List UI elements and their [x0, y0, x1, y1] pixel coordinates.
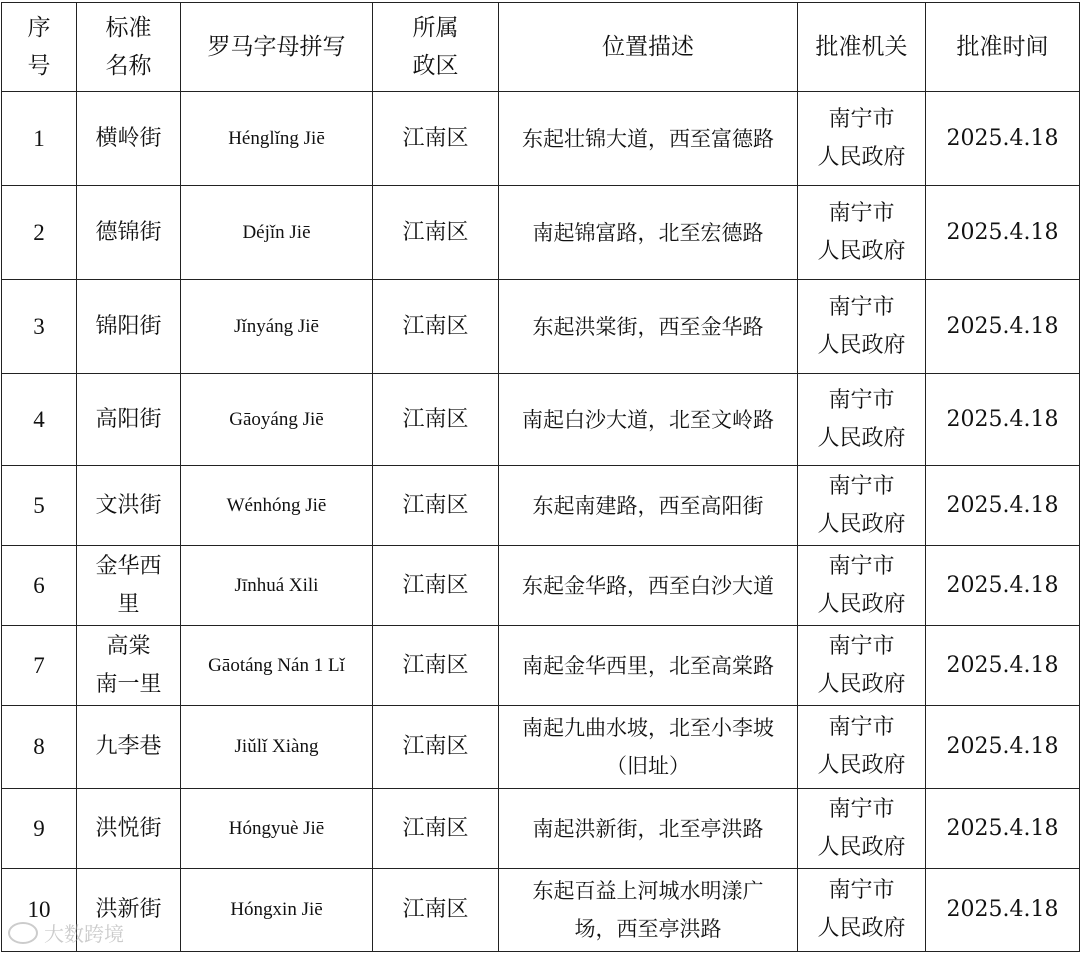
header-serial: 序 号 [2, 3, 77, 92]
romanization-cell: Hóngyuè Jiē [181, 789, 373, 869]
romanization-cell: Jiǔlǐ Xiàng [181, 706, 373, 789]
serial-cell: 1 [2, 92, 77, 186]
date-cell: 2025.4.18 [926, 626, 1080, 706]
romanization-cell: Hóngxin Jiē [181, 869, 373, 952]
romanization-cell: Déjǐn Jiē [181, 186, 373, 280]
district-cell: 江南区 [373, 706, 499, 789]
district-cell: 江南区 [373, 466, 499, 546]
location-cell: 南起九曲水坡，北至小李坡 （旧址） [499, 706, 798, 789]
table-row [2, 869, 1080, 952]
watermark-logo-icon [8, 922, 38, 944]
date-cell: 2025.4.18 [926, 869, 1080, 952]
romanization-cell: Jǐnyáng Jiē [181, 280, 373, 374]
table-row [2, 466, 1080, 546]
authority-cell: 南宁市 人民政府 [798, 186, 926, 280]
district-cell: 江南区 [373, 92, 499, 186]
watermark-text: 大数跨境 [44, 922, 124, 946]
location-cell: 南起金华西里，北至高棠路 [499, 626, 798, 706]
location-cell: 南起洪新街，北至亭洪路 [499, 789, 798, 869]
table-row [2, 92, 1080, 186]
district-cell: 江南区 [373, 186, 499, 280]
date-cell: 2025.4.18 [926, 92, 1080, 186]
header-authority: 批准机关 [798, 3, 926, 92]
serial-cell: 5 [2, 466, 77, 546]
location-cell: 东起金华路，西至白沙大道 [499, 546, 798, 626]
district-cell: 江南区 [373, 546, 499, 626]
serial-cell: 3 [2, 280, 77, 374]
location-cell: 东起南建路，西至高阳街 [499, 466, 798, 546]
table-row [2, 374, 1080, 466]
table-row [2, 789, 1080, 869]
header-romanization: 罗马字母拼写 [181, 3, 373, 92]
serial-cell: 6 [2, 546, 77, 626]
serial-cell: 8 [2, 706, 77, 789]
header-date: 批准时间 [926, 3, 1080, 92]
romanization-cell: Gāoyáng Jiē [181, 374, 373, 466]
serial-cell: 2 [2, 186, 77, 280]
table-row [2, 186, 1080, 280]
header-standard-name: 标准 名称 [77, 3, 181, 92]
standard-name-cell: 高阳街 [77, 374, 181, 466]
date-cell: 2025.4.18 [926, 466, 1080, 546]
district-cell: 江南区 [373, 374, 499, 466]
header-location: 位置描述 [499, 3, 798, 92]
serial-cell: 9 [2, 789, 77, 869]
table-row [2, 546, 1080, 626]
location-cell: 东起百益上河城水明漾广 场，西至亭洪路 [499, 869, 798, 952]
authority-cell: 南宁市 人民政府 [798, 374, 926, 466]
location-cell: 东起壮锦大道，西至富德路 [499, 92, 798, 186]
romanization-cell: Jīnhuá Xili [181, 546, 373, 626]
date-cell: 2025.4.18 [926, 374, 1080, 466]
standard-name-cell: 横岭街 [77, 92, 181, 186]
date-cell: 2025.4.18 [926, 546, 1080, 626]
authority-cell: 南宁市 人民政府 [798, 869, 926, 952]
standard-name-cell: 高棠 南一里 [77, 626, 181, 706]
location-cell: 南起白沙大道，北至文岭路 [499, 374, 798, 466]
standard-name-cell: 九李巷 [77, 706, 181, 789]
romanization-cell: Hénglǐng Jiē [181, 92, 373, 186]
district-cell: 江南区 [373, 789, 499, 869]
district-cell: 江南区 [373, 626, 499, 706]
serial-cell: 7 [2, 626, 77, 706]
authority-cell: 南宁市 人民政府 [798, 466, 926, 546]
standard-name-cell: 德锦街 [77, 186, 181, 280]
authority-cell: 南宁市 人民政府 [798, 789, 926, 869]
serial-cell: 10 [2, 869, 77, 952]
serial-cell: 4 [2, 374, 77, 466]
district-cell: 江南区 [373, 280, 499, 374]
header-district: 所属 政区 [373, 3, 499, 92]
table-row [2, 706, 1080, 789]
standard-name-cell: 洪悦街 [77, 789, 181, 869]
table-row [2, 280, 1080, 374]
location-cell: 南起锦富路，北至宏德路 [499, 186, 798, 280]
romanization-cell: Gāotáng Nán 1 Lǐ [181, 626, 373, 706]
authority-cell: 南宁市 人民政府 [798, 626, 926, 706]
table-row [2, 626, 1080, 706]
location-cell: 东起洪棠街，西至金华路 [499, 280, 798, 374]
authority-cell: 南宁市 人民政府 [798, 280, 926, 374]
street-names-table [1, 2, 1080, 952]
authority-cell: 南宁市 人民政府 [798, 546, 926, 626]
district-cell: 江南区 [373, 869, 499, 952]
authority-cell: 南宁市 人民政府 [798, 92, 926, 186]
date-cell: 2025.4.18 [926, 186, 1080, 280]
header-row [2, 3, 1080, 92]
date-cell: 2025.4.18 [926, 706, 1080, 789]
authority-cell: 南宁市 人民政府 [798, 706, 926, 789]
romanization-cell: Wénhóng Jiē [181, 466, 373, 546]
standard-name-cell: 金华西 里 [77, 546, 181, 626]
standard-name-cell: 洪新街 [77, 869, 181, 952]
watermark [8, 918, 124, 947]
date-cell: 2025.4.18 [926, 280, 1080, 374]
standard-name-cell: 文洪街 [77, 466, 181, 546]
standard-name-cell: 锦阳街 [77, 280, 181, 374]
date-cell: 2025.4.18 [926, 789, 1080, 869]
